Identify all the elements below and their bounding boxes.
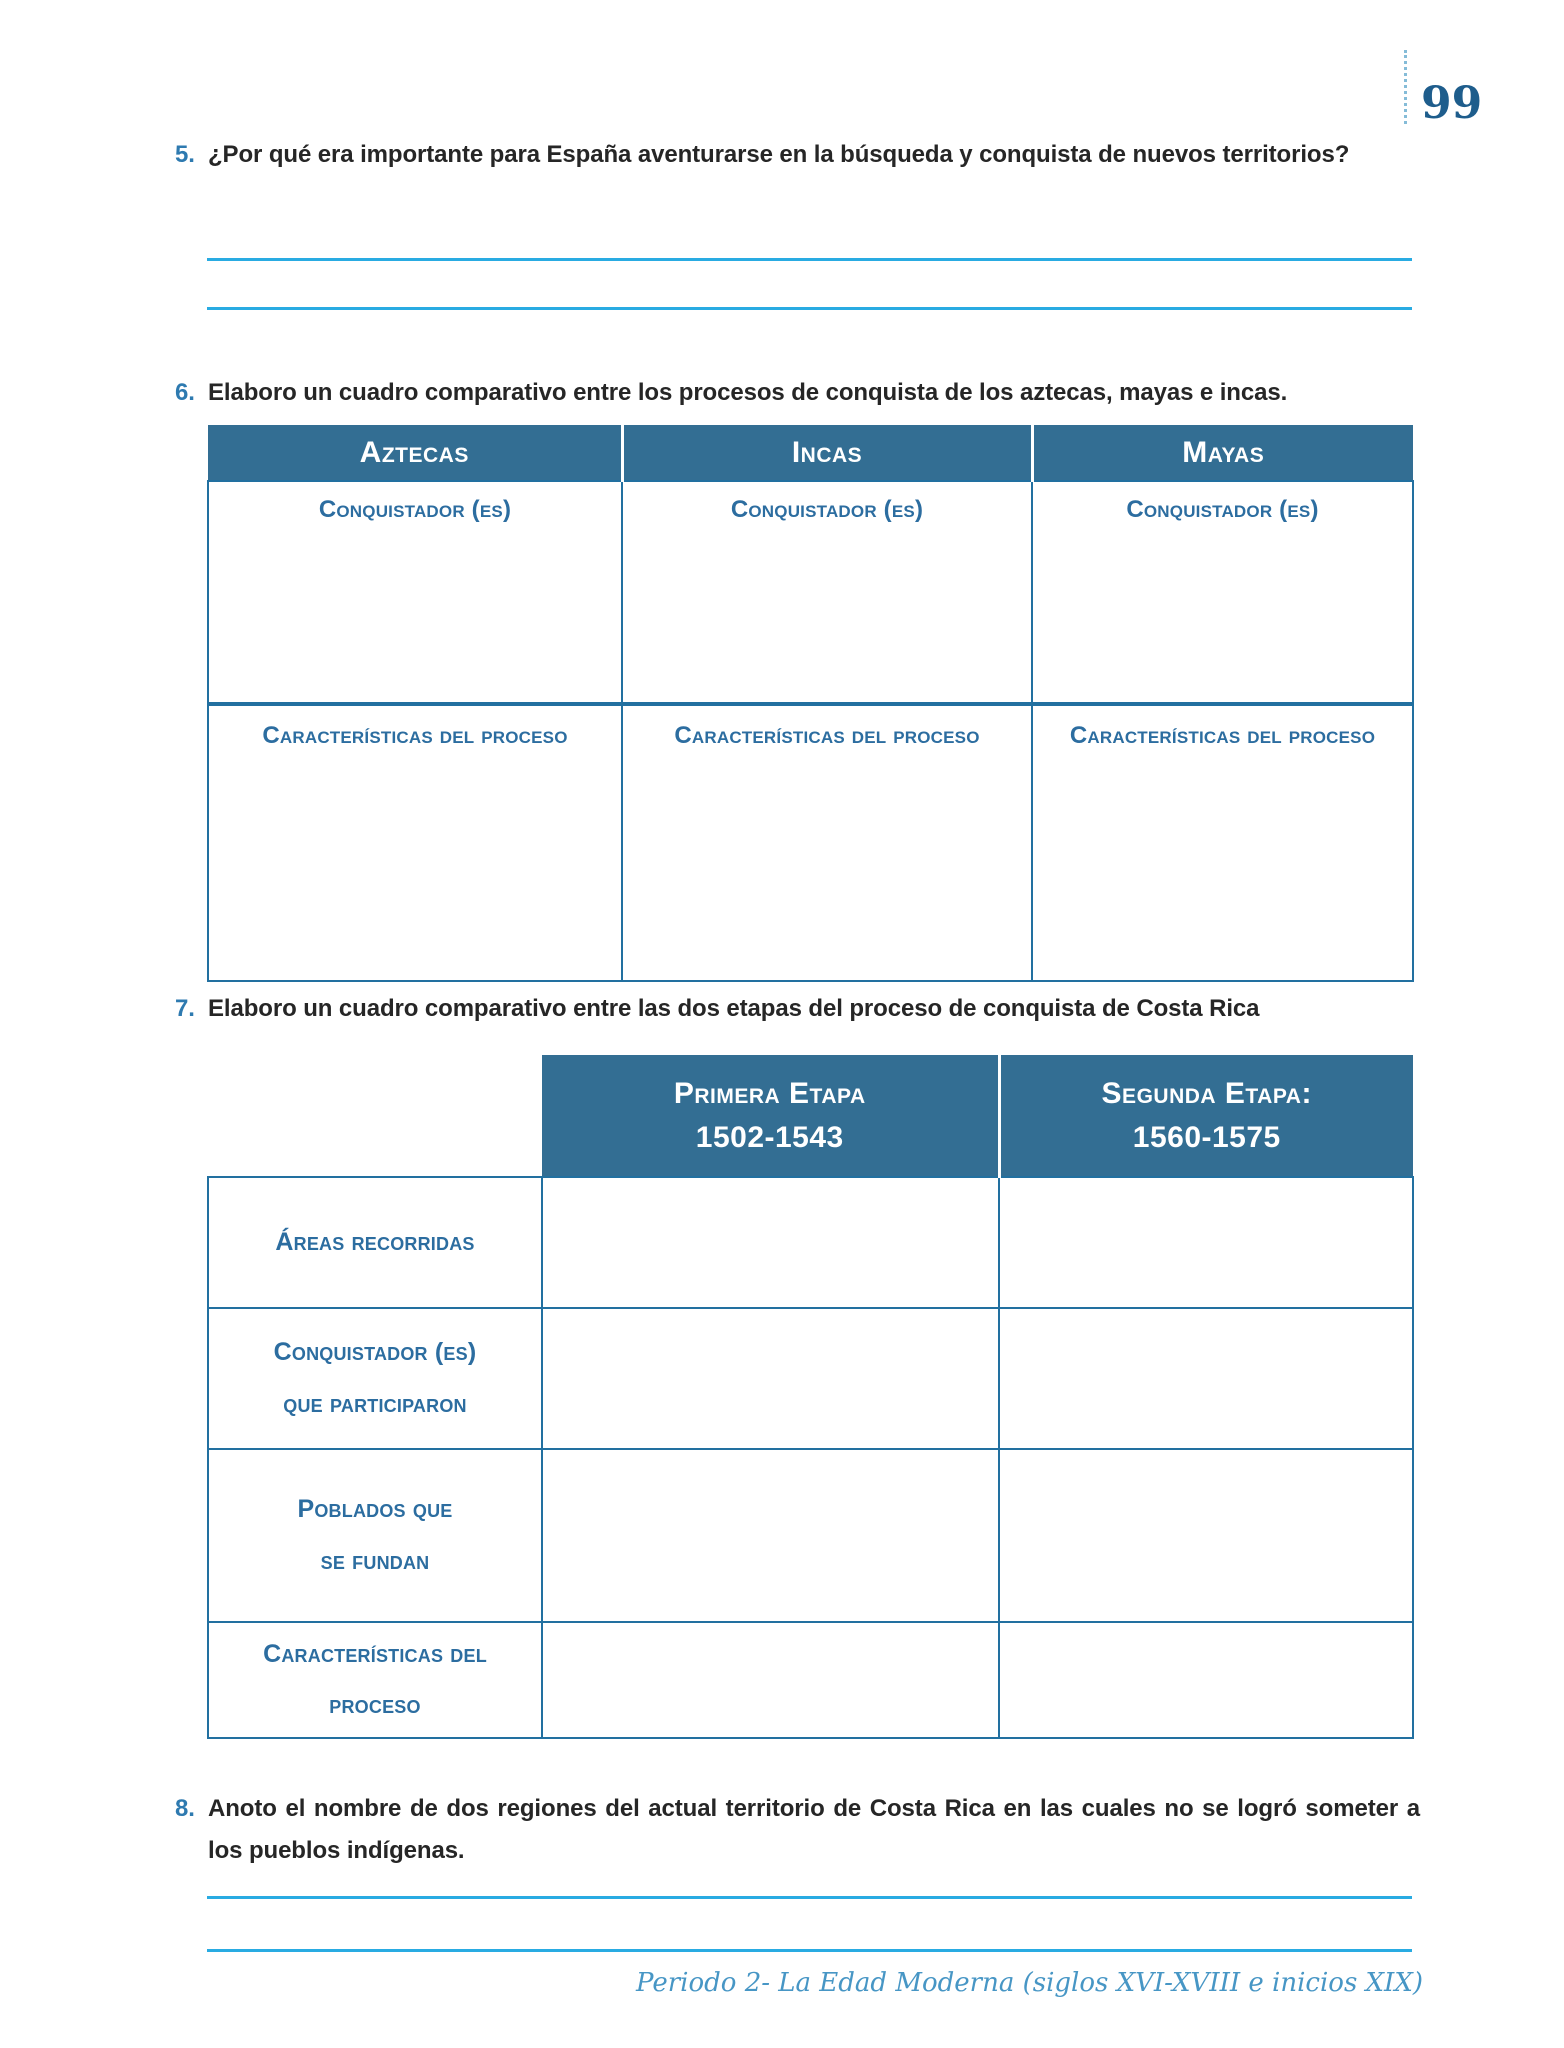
table-header-row <box>208 1055 1413 1177</box>
question-6 <box>175 372 1447 414</box>
table-cell <box>622 481 1032 704</box>
cell-label: Características del proceso <box>674 722 980 749</box>
table-cell <box>542 1449 999 1622</box>
table-header-row <box>208 425 1413 481</box>
question-8-number: 8. <box>175 1795 195 1822</box>
question-7-number: 7. <box>175 995 195 1022</box>
question-6-number: 6. <box>175 379 195 406</box>
table-row-areas-recorridas <box>208 1177 1413 1308</box>
question-7-text: Elaboro un cuadro comparativo entre las dos etapas del proceso de conquista de Costa Rica <box>208 995 1260 1022</box>
table-cell <box>999 1308 1413 1449</box>
row-header <box>208 1177 542 1308</box>
cell-label: Conquistador (es) <box>730 496 924 523</box>
row-header-line-2: proceso <box>329 1691 421 1719</box>
table-cell <box>999 1177 1413 1308</box>
empty-corner-cell <box>208 1055 542 1177</box>
table-cell <box>999 1449 1413 1622</box>
table-cell <box>1032 481 1413 704</box>
table-cell <box>999 1622 1413 1738</box>
table-row-poblados <box>208 1449 1413 1622</box>
question-7 <box>175 988 1447 1030</box>
column-header-primera-etapa <box>542 1055 999 1177</box>
column-header-incas: Incas <box>622 425 1032 481</box>
footer-period-title: Periodo 2- La Edad Moderna (siglos XVI-XVIII e inicios XIX) <box>636 1968 1423 1998</box>
table-cell <box>542 1308 999 1449</box>
question-5-number: 5. <box>175 141 195 168</box>
header-line-2: 1502-1543 <box>695 1120 844 1154</box>
table-cell <box>542 1177 999 1308</box>
table-cell <box>1032 704 1413 981</box>
row-header-line-1: Características del <box>263 1639 487 1668</box>
table-cell <box>622 704 1032 981</box>
question-8-text: Anoto el nombre de dos regiones del actual territorio de Costa Rica en las cuales no se logró someter a los pueblos indígenas. <box>208 1795 1420 1864</box>
cell-label: Conquistador (es) <box>1126 496 1319 523</box>
row-header-line-2: que participaron <box>283 1389 467 1418</box>
stages-comparison-table <box>207 1055 1414 1739</box>
header-line-2: 1560-1575 <box>1132 1120 1281 1154</box>
conquest-comparison-table <box>207 425 1414 982</box>
answer-line <box>207 1949 1412 1952</box>
row-header-line-1: Poblados que <box>297 1495 453 1524</box>
row-header-line-2: se fundan <box>320 1546 430 1575</box>
answer-line <box>207 307 1412 310</box>
answer-line <box>207 1896 1412 1899</box>
answer-line <box>207 258 1412 261</box>
header-line-1: Segunda Etapa: <box>1101 1077 1312 1110</box>
page-number: 99 <box>1421 78 1483 130</box>
table-cell <box>542 1622 999 1738</box>
column-header-segunda-etapa <box>999 1055 1413 1177</box>
page-number-block <box>1404 50 1483 130</box>
table-cell <box>208 481 622 704</box>
question-8 <box>175 1788 1420 1872</box>
table-row-caracteristicas <box>208 704 1413 981</box>
row-header-line-1: Conquistador (es) <box>273 1338 477 1367</box>
table-row-caracteristicas <box>208 1622 1413 1738</box>
cell-label: Características del proceso <box>1069 722 1376 749</box>
table-row-conquistadores <box>208 1308 1413 1449</box>
question-5-text: ¿Por qué era importante para España aventurarse en la búsqueda y conquista de nuevos territorios? <box>208 141 1350 168</box>
table-cell <box>208 704 622 981</box>
column-header-aztecas: Aztecas <box>208 425 622 481</box>
row-header <box>208 1622 542 1738</box>
row-header-line-1: Áreas recorridas <box>275 1227 475 1256</box>
column-header-mayas: Mayas <box>1032 425 1413 481</box>
row-header <box>208 1449 542 1622</box>
question-6-text: Elaboro un cuadro comparativo entre los procesos de conquista de los aztecas, mayas e incas. <box>208 379 1288 406</box>
table-row-conquistador <box>208 481 1413 704</box>
cell-label: Conquistador (es) <box>318 496 512 523</box>
header-line-1: Primera Etapa <box>673 1077 866 1110</box>
question-5 <box>175 134 1447 176</box>
row-header <box>208 1308 542 1449</box>
cell-label: Características del proceso <box>262 722 568 749</box>
